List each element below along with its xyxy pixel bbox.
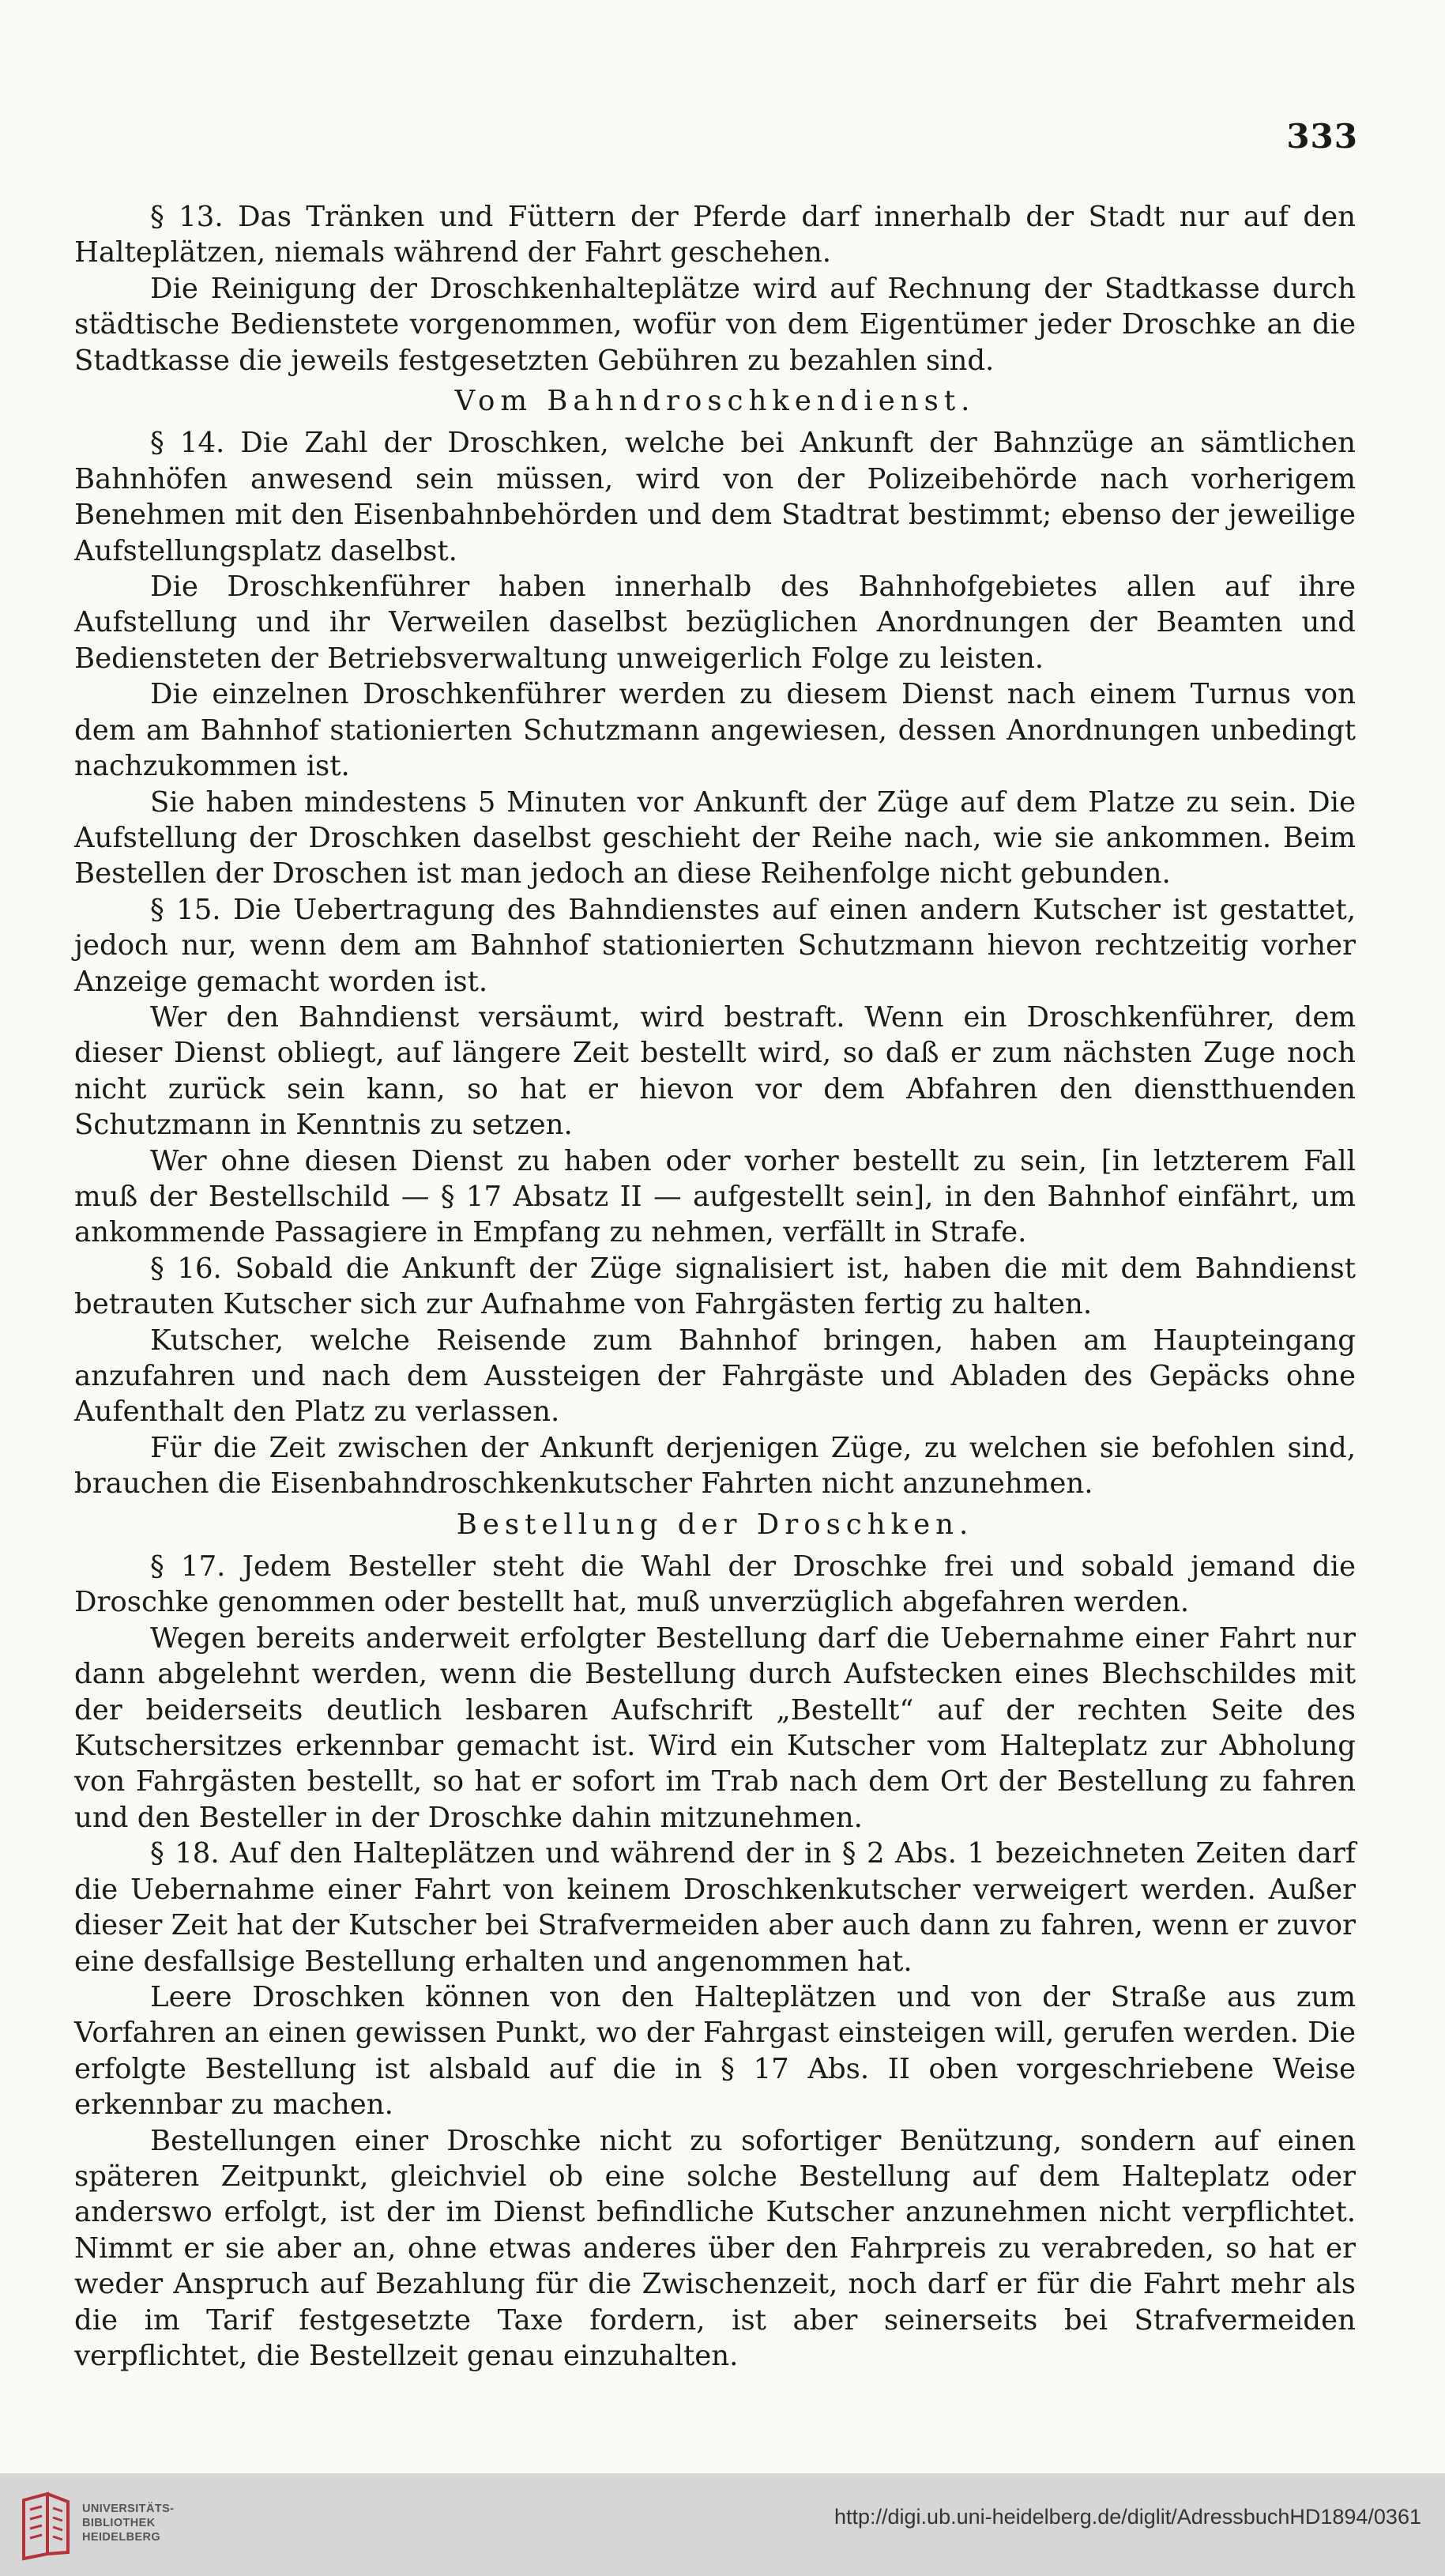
paragraph: Für die Zeit zwischen der Ankunft derjenigen Züge, zu welchen sie befohlen sind, brauchen die Eisenbahndroschkenkutscher Fahrten nicht anzunehmen.: [74, 1431, 1356, 1501]
source-url-link[interactable]: http://digi.ub.uni-heidelberg.de/diglit/AdressbuchHD1894/0361: [834, 2505, 1421, 2529]
body-text: [74, 199, 1356, 2374]
paragraph: Kutscher, welche Reisende zum Bahnhof bringen, haben am Haupteingang anzufahren und nach dem Aussteigen der Fahrgäste und Abladen des Gepäcks ohne Aufenthalt den Platz zu verlassen.: [74, 1324, 1356, 1429]
library-logo[interactable]: [16, 2491, 198, 2562]
paragraph: Wegen bereits anderweit erfolgter Bestellung darf die Uebernahme einer Fahrt nur dann abgelehnt werden, wenn die Bestellung durch Aufstecken eines Blechschildes mit der beiderseits deutlich lesbaren Aufschrift „Bestellt“ auf der rechten Seite des Kutschersitzes erkennbar gemacht ist. Wird ein Kutscher vom Halteplatz zur Abholung von Fahrgästen bestellt, so hat er sofort im Trab nach dem Ort der Bestellung zu fahren und den Besteller in der Droschke dahin mitzunehmen.: [74, 1621, 1356, 1834]
paragraph: Wer den Bahndienst versäumt, wird bestraft. Wenn ein Droschkenführer, dem dieser Dienst obliegt, auf längere Zeit bestellt wird, so daß er zum nächsten Zuge noch nicht zurück sein kann, so hat er hievon vor dem Abfahren den dienstthuenden Schutzmann in Kenntnis zu setzen.: [74, 1000, 1356, 1142]
library-logo-icon: [16, 2491, 76, 2562]
paragraph: § 14. Die Zahl der Droschken, welche bei Ankunft der Bahnzüge an sämtlichen Bahnhöfen anwesend sein müssen, wird von der Polizeibehörde nach vorherigem Benehmen mit den Eisenbahnbehörden und dem Stadtrat bestimmt; ebenso der jeweilige Aufstellungsplatz daselbst.: [74, 427, 1356, 567]
paragraph: § 16. Sobald die Ankunft der Züge signalisiert ist, haben die mit dem Bahndienst betrauten Kutscher sich zur Aufnahme von Fahrgästen fertig zu halten.: [74, 1252, 1356, 1321]
section-heading: Bestellung der Droschken.: [456, 1508, 974, 1541]
paragraph: § 17. Jedem Besteller steht die Wahl der Droschke frei und sobald jemand die Droschke genommen oder bestellt hat, muß unverzüglich abgefahren werden.: [74, 1550, 1356, 1619]
paragraph: § 13. Das Tränken und Füttern der Pferde darf innerhalb der Stadt nur auf den Halteplätzen, niemals während der Fahrt geschehen.: [74, 201, 1356, 269]
paragraph: Wer ohne diesen Dienst zu haben oder vorher bestellt zu sein, [in letzterem Fall muß der Bestellschild — § 17 Absatz II — aufgestellt sein], in den Bahnhof einfährt, um ankommende Passagiere in Empfang zu nehmen, verfällt in Strafe.: [74, 1144, 1356, 1249]
paragraph: Sie haben mindestens 5 Minuten vor Ankunft der Züge auf dem Platze zu sein. Die Aufstellung der Droschken daselbst geschieht der Reihe nach, wie sie ankommen. Beim Bestellen der Droschen ist man jedoch an diese Reihenfolge nicht gebunden.: [74, 785, 1356, 891]
library-logo-text: [82, 2502, 174, 2544]
paragraph: § 15. Die Uebertragung des Bahndienstes auf einen andern Kutscher ist gestattet, jedoch nur, wenn dem am Bahnhof stationierten Schutzmann hievon rechtzeitig vorher Anzeige gemacht worden ist.: [74, 893, 1356, 998]
section-heading: Vom Bahndroschkendienst.: [454, 385, 976, 418]
paragraph: Die Reinigung der Droschkenhalteplätze wird auf Rechnung der Stadtkasse durch städtische Bedienstete vorgenommen, wofür von dem Eigentümer jeder Droschke an die Stadtkasse die jeweils festgesetzten Gebühren zu bezahlen sind.: [74, 272, 1356, 377]
logo-line: HEIDELBERG: [82, 2531, 161, 2544]
paragraph: Bestellungen einer Droschke nicht zu sofortiger Benützung, sondern auf einen späteren Zeitpunkt, gleichviel ob eine solche Bestellung auf dem Halteplatz oder anderswo erfolgt, ist der im Dienst befindliche Kutscher anzunehmen nicht verpflichtet. Nimmt er sie aber an, ohne etwas anderes über den Fahrpreis zu verabreden, so hat er weder Anspruch auf Bezahlung für die Zwischenzeit, noch darf er für die Fahrt mehr als die im Tarif festgesetzte Taxe fordern, ist aber seinerseits bei Strafvermeiden verpflichtet, die Bestellzeit genau einzuhalten.: [74, 2124, 1356, 2372]
paragraph: § 18. Auf den Halteplätzen und während der in § 2 Abs. 1 bezeichneten Zeiten darf die Uebernahme einer Fahrt von keinem Droschkenkutscher verweigert werden. Außer dieser Zeit hat der Kutscher bei Strafvermeiden aber auch dann zu fahren, wenn er zuvor eine desfallsige Bestellung erhalten und angenommen hat.: [74, 1837, 1356, 1978]
page-number: 333: [1286, 117, 1358, 156]
paragraph: Die einzelnen Droschkenführer werden zu diesem Dienst nach einem Turnus von dem am Bahnhof stationierten Schutzmann angewiesen, dessen Anordnungen unbedingt nachzukommen ist.: [74, 678, 1356, 783]
logo-line: BIBLIOTHEK: [82, 2517, 156, 2529]
paragraph: Die Droschkenführer haben innerhalb des Bahnhofgebietes allen auf ihre Aufstellung und ihr Verweilen daselbst bezüglichen Anordnungen der Beamten und Bediensteten der Betriebsverwaltung unweigerlich Folge zu leisten.: [74, 571, 1356, 675]
footer-bar: [0, 2473, 1445, 2576]
logo-line: UNIVERSITÄTS-: [82, 2503, 175, 2515]
paragraph: Leere Droschken können von den Halteplätzen und von der Straße aus zum Vorfahren an einen gewissen Punkt, wo der Fahrgast einsteigen will, gerufen werden. Die erfolgte Bestellung ist alsbald auf die in § 17 Abs. II oben vorgeschriebene Weise erkennbar zu machen.: [74, 1980, 1356, 2122]
